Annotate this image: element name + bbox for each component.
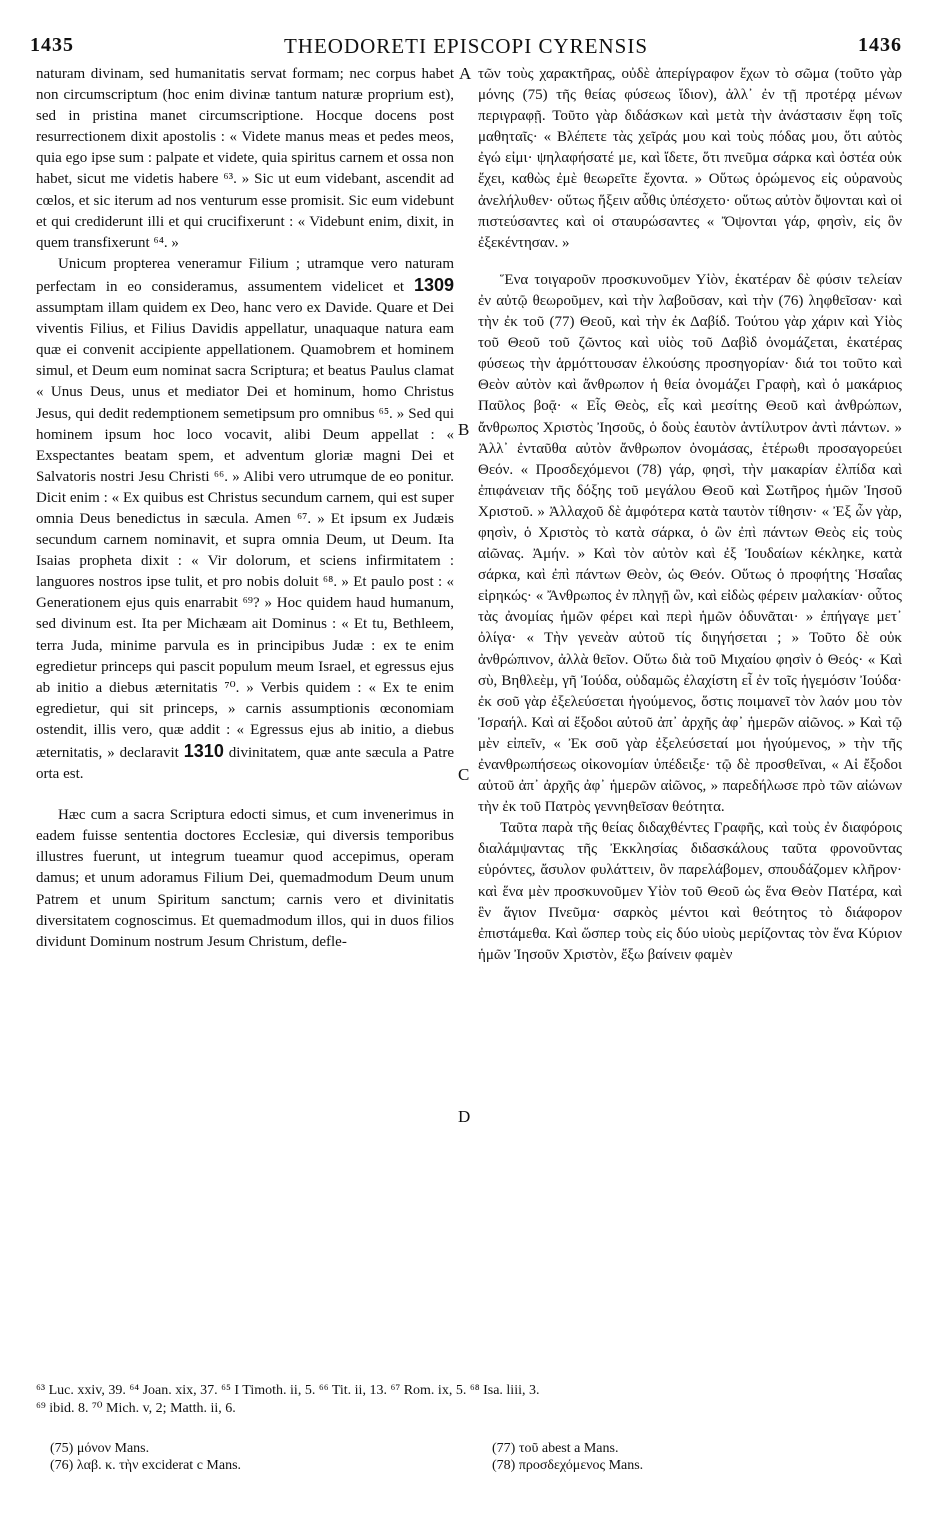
- section-marker-c: C: [458, 765, 470, 784]
- footnote-line-1: ⁶³ Luc. xxiv, 39. ⁶⁴ Joan. xix, 37. ⁶⁵ I Timoth. ii, 5. ⁶⁶ Tit. ii, 13. ⁶⁷ Rom. ix, 5. ⁶⁸ Isa. liii, 3.: [36, 1383, 540, 1398]
- section-marker-b: B: [458, 420, 470, 439]
- page-header: [30, 34, 902, 60]
- note-77: (77) τοῦ abest a Mans.: [492, 1441, 619, 1456]
- greek-paragraph-1: τῶν τοὺς χαρακτῆρας, οὐδὲ ἀπερίγραφον ἔχων τὸ σῶμα (τοῦτο γὰρ μόνης (75) τῆς θείας φύσεως ἴδιον), ἀλλ᾽ ἐν τῇ προτέρᾳ μένων περιγραφῇ. Τοῦτο γὰρ διδάσκων καὶ μετὰ τὴν ἀνάστασιν ἔφη τοῖς μαθηταῖς· « Βλέπετε τὰς χεῖράς μου καὶ τοὺς πόδας μου, ὅτι αὐτὸς ἐγώ εἰμι· ψηλαφήσατέ με, καὶ ἴδετε, ὅτι πνεῦμα σάρκα καὶ ὀστέα οὐκ ἔχει, καθὼς ἐμὲ θεωρεῖτε ἔχοντα. » Οὕτως ὁρώμενος εἰς οὐρανοὺς ἀνελήλυθεν· οὕτως ἥξειν αὖθις ὑπέσχετο· οὕτως αὐτὸν ὄψονται καὶ οἱ πιστεύσαντες καὶ οἱ σταυρώσαντες « Ὄψονται γάρ, φησὶν, εἰς ὃν ἐξεκέντησαν. »: [478, 66, 902, 251]
- section-marker-a: A: [459, 64, 472, 83]
- latin-column: [36, 64, 454, 953]
- greek-column: [478, 64, 902, 966]
- note-76: (76) λαβ. κ. τὴν exciderat c Mans.: [50, 1458, 242, 1473]
- greek-paragraph-3: Ταῦτα παρὰ τῆς θείας διδαχθέντες Γραφῆς, καὶ τοὺς ἐν διαφόροις διαλάμψαντας τῆς Ἐκκλησίας διδασκάλους ταῦτα φρονοῦντας εὑρόντες, ἄσυλον φυλάττειν, ὃν παρελάβομεν, σπουδάζομεν κλῆρον· καὶ ἕνα μὲν προσκυνοῦμεν Υἱὸν τοῦ Θεοῦ ὡς ἕνα Θεὸν Πατέρα, καὶ ἓν ἅγιον Πνεῦμα· σαρκὸς μέντοι καὶ θεότητος τὸ διάφορον ἐπιστάμεθα. Καὶ ὥσπερ τοὺς εἰς δύο υἱοὺς μερίζοντας τὸν ἕνα Κύριον ἡμῶν Ἰησοῦν Χριστὸν, ἔξω βαίνειν φαμὲν: [478, 820, 902, 963]
- latin-paragraph-2c: divinitatem, quæ ante sæcula a Patre orta est.: [36, 745, 454, 783]
- latin-paragraph-2a: Unicum propterea veneramur Filium ; utramque vero naturam perfectam in eo consideramus, assumentem videlicet et: [36, 255, 454, 295]
- notes-right: [492, 1440, 892, 1474]
- note-75: (75) μόνον Mans.: [50, 1441, 150, 1456]
- latin-paragraph-2b: assumptam illam quidem ex Deo, hanc vero ex Davide. Quare et Dei viventis Filius, et Filius Davidis appellatur, unaquaque natura eam quæ ei convenit accipiente appellationem. Quamobrem et hominem simul, et Deum eum nominat sacra Scriptura; et beatus Paulus clamat « Unus Deus, unus et mediator Dei et hominum, homo Christus Jesus, qui dedit redemptionem semetipsum pro omnibus ⁶⁵. » Sed qui hominem ipsum hoc loco vocavit, alibi Deum appellat : « Exspectantes beatam spem, et adventum gloriæ magni Dei et Salvatoris nostri Jesu Christi ⁶⁶. » Alibi vero utrumque de eo ponitur. Dicit enim : « Ex quibus est Christus secundum carnem, qui est super omnia Deus benedictus in sæcula. Amen ⁶⁷. » Et ipsum ex Judæis secundum carnem nominavit, et supra omnia Deum, ut Deum. Ita Isaias propheta dixit : « Vir dolorum, et sciens infirmitatem : languores nostros ipse tulit, et pro nobis doluit ⁶⁸. » Et paulo post : « Generationem ejus quis enarrabit ⁶⁹? » Hoc quidem haud humanum, sed divinum est. Ita per Michæam ait Dominus : « Et tu, Bethleem, terra Juda, minime parvula es in principibus Judæ : ex te enim egredietur princeps qui pascit populum meum Israel, et egressus ejus ab initio a diebus æternitatis ⁷⁰. » Verbis quidem : « Ex te enim egredietur, qui sit princeps, » carnis assumptionis œconomiam ostendit, illis vero, quæ addit : « Egressus ejus ab initio, a diebus æternitatis, » declaravit: [36, 300, 454, 761]
- latin-paragraph-3: Hæc cum a sacra Scriptura edocti simus, et cum invenerimus in eadem fuisse sententia doctores Ecclesiæ, qui diversis temporibus illustres fuerunt, ut integrum tueamur quod accepimus, operam damus; et unum adoramus Filium Dei, quemadmodum Deum unum Patrem et unum Spiritum sanctum; carnis vero et divinitatis diversitatem cognoscimus. Et quemadmodum illos, qui in duos filios dividunt Dominum nostrum Jesum Christum, defle-: [36, 807, 454, 950]
- footnote-line-2: ⁶⁹ ibid. 8. ⁷⁰ Mich. v, 2; Matth. ii, 6.: [36, 1401, 236, 1416]
- column-number-1310: 1310: [183, 741, 224, 761]
- note-78: (78) προσδεχόμενος Mans.: [492, 1458, 644, 1473]
- latin-paragraph-2: [36, 254, 454, 785]
- page-number-left: 1435: [30, 34, 74, 56]
- latin-paragraph-1: naturam divinam, sed humanitatis servat formam; nec corpus habet non circumscriptum (hoc enim divinæ tantum naturæ proprium est), sed in pristina manet circumscriptione. Hocque docens post resurrectionem dixit apostolis : « Videte manus meas et pedes meos, quia ego ipse sum : palpate et videte, quia spiritus carnem et ossa non habet, sicut me videtis habere ⁶³. » Sic ut eum videbant, ascendit ad cœlos, et sic iterum ad nos venturum esse promisit. Sic eum videbunt et qui crediderunt illi et qui crucifixerunt : « Videbunt enim, dixit, in quem transfixerunt ⁶⁴. »: [36, 66, 454, 251]
- running-title: THEODORETI EPISCOPI CYRENSIS: [283, 34, 649, 58]
- column-number-1309: 1309: [413, 274, 454, 295]
- notes-left: [50, 1440, 450, 1474]
- greek-paragraph-2: Ἕνα τοιγαροῦν προσκυνοῦμεν Υἱὸν, ἑκατέραν δὲ φύσιν τελείαν ἐν αὐτῷ θεωροῦμεν, καὶ τὴν λαβοῦσαν, καὶ τὴν (76) ληφθεῖσαν· καὶ τὴν ἐκ τοῦ (77) Θεοῦ, καὶ τὴν ἐκ Δαβίδ. Τούτου γὰρ χάριν καὶ Υἱὸς τοῦ Θεοῦ τοῦ ζῶντος καὶ υἱὸς τοῦ Δαβὶδ ὀνομάζεται, ἑκατέρας φύσεως τὴν ἁρμόττουσαν ἑλκούσης προσηγορίαν· διά τοι τοῦτο καὶ Θεὸν αὐτὸν καὶ ἄνθρωπον ἡ θεία ὀνομάζει Γραφὴ, καὶ ὁ μακάριος Παῦλος βοᾷ· « Εἷς Θεὸς, εἷς καὶ μεσίτης Θεοῦ καὶ ἀνθρώπων, ἄνθρωπος Χριστὸς Ἰησοῦς, ὁ δοὺς ἑαυτὸν ἀντίλυτρον ἀντὶ πάντων. » Ἀλλ᾽ ἐνταῦθα αὐτὸν ἄνθρωπον ὀνομάσας, ἑτέρωθι προσαγορεύει Θεόν. « Προσδεχόμενοι (78) γάρ, φησὶ, τὴν μακαρίαν ἐλπίδα καὶ ἐπιφάνειαν τῆς δόξης τοῦ μεγάλου Θεοῦ καὶ Σωτῆρος ἡμῶν Ἰησοῦ Χριστοῦ. » Ἀλλαχοῦ δὲ ἀμφότερα κατὰ ταυτὸν τίθησιν· « Ἐξ ὧν γὰρ, φησὶν, ὁ Χριστὸς τὸ κατὰ σάρκα, ὁ ὢν ἐπὶ πάντων Θεὸς εἰς τοὺς αἰῶνας. Ἀμήν. » Καὶ τὸν αὐτὸν καὶ ἐξ Ἰουδαίων κέκληκε, κατὰ σάρκα, καὶ ἐπὶ πάντων Θεὸν, ὡς Θεόν. Οὕτως ὁ προφήτης Ἡσαΐας εἰρηκώς· « Ἄνθρωπος ἐν πληγῇ ὢν, καὶ εἰδὼς φέρειν μαλακίαν· οὗτος τὰς ἀνομίας ἡμῶν φέρει καὶ περὶ ἡμῶν ὀδυνᾶται· » ἐπήγαγε μετ᾽ ὀλίγα· « Τὴν γενεὰν αὐτοῦ τίς διηγήσεται ; » Τοῦτο δὲ οὐκ ἀνθρώπινον, ἀλλὰ θεῖον. Οὕτω διὰ τοῦ Μιχαίου φησὶν ὁ Θεός· « Καὶ σὺ, Βηθλεὲμ, γῆ Ἰούδα, οὐδαμῶς ἐλαχίστη εἶ ἐν τοῖς ἡγεμόσιν Ἰούδα· ἐκ σοῦ γὰρ ἐξελεύσεται ἡγούμενος, ὅστις ποιμανεῖ τὸν λαόν μου τὸν Ἰσραήλ. Καὶ αἱ ἔξοδοι αὐτοῦ ἀπ᾽ ἀρχῆς ἀφ᾽ ἡμερῶν αἰῶνος. » Καὶ τῷ μὲν εἰπεῖν, « Ἐκ σοῦ γὰρ ἐξελεύσεταί μοι ἡγούμενος, » τὴν τῆς ἐνανθρωπήσεως οἰκονομίαν ὑπέδειξε· τῷ δὲ προσθεῖναι, « Αἱ ἔξοδοι αὐτοῦ ἀπ᾽ ἀρχῆς ἀφ᾽ ἡμερῶν αἰῶνος, » παρεδήλωσε πρὸ τῶν αἰώνων τὴν ἐκ τοῦ Πατρὸς γεννηθεῖσαν θεότητα.: [478, 271, 902, 816]
- page-number-right: 1436: [858, 34, 902, 56]
- section-marker-d: D: [458, 1107, 471, 1126]
